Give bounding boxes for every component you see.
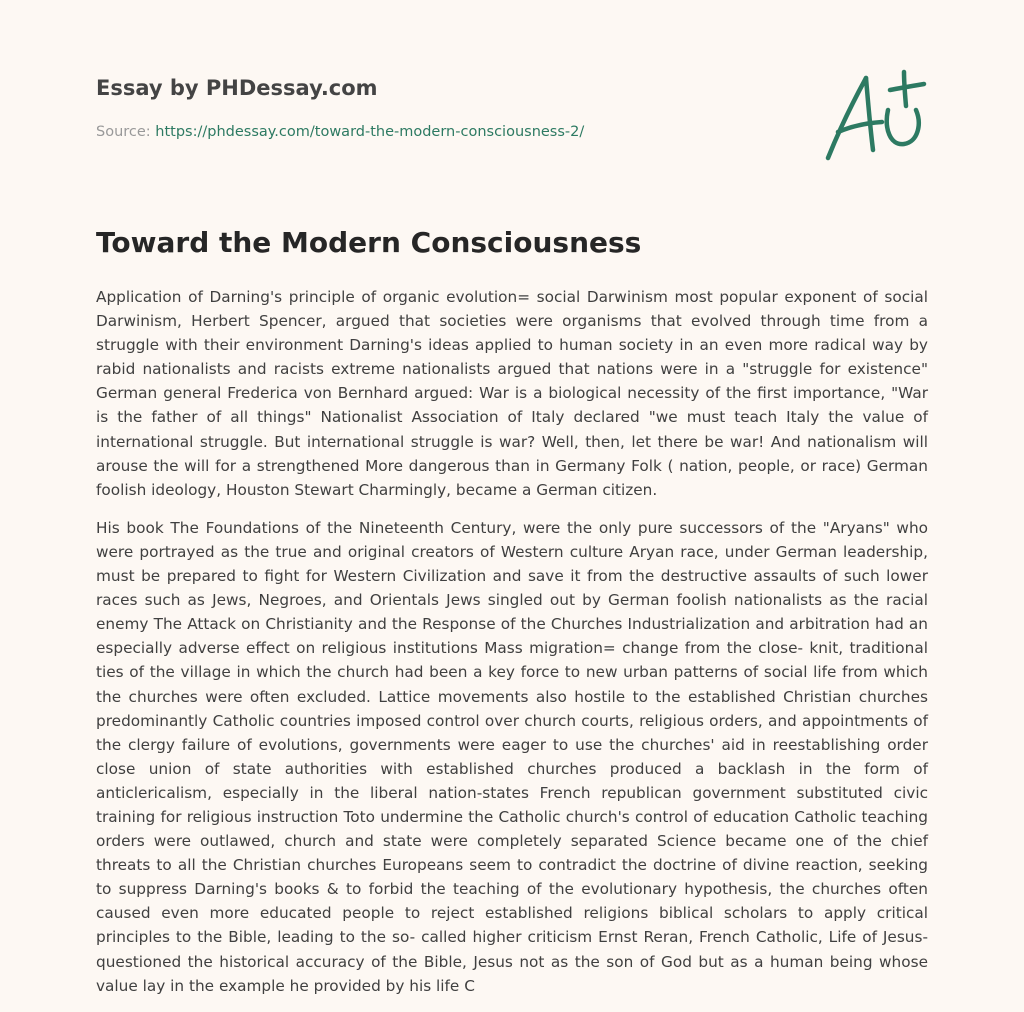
essay-body [96, 285, 928, 1012]
source-line [96, 124, 584, 140]
essay-paragraph: Application of Darning's principle of organic evolution= social Darwinism most popular exponent of social Darwinism, Herbert Spencer, argued that societies were organisms that evolved through time from a struggle with their environment Darning's ideas applied to human society in an even more radical way by rabid nationalists and racists extreme nationalists argued that nations were in a "struggle for existence" German general Frederica von Bernhard argued: War is a biological necessity of the first importance, "War is the father of all things" Nationalist Association of Italy declared "we must teach Italy the value of international struggle. But international struggle is war? Well, then, let there be war! And nationalism will arouse the will for a strengthened More dangerous than in Germany Folk ( nation, people, or race) German foolish ideology, Houston Stewart Charmingly, became a German citizen. [96, 288, 928, 499]
source-label: Source: [96, 124, 156, 140]
essay-paragraph: His book The Foundations of the Nineteenth Century, were the only pure successors of the "Aryans" who were portrayed as the true and original creators of Western culture Aryan race, under German leadership, must be prepared to fight for Western Civilization and save it from the destructive assaults of such lower races such as Jews, Negroes, and Orientals Jews singled out by German foolish nationalists as the racial enemy The Attack on Christianity and the Response of the Churches Industrialization and arbitration had an especially adverse effect on religious institutions Mass migration= change from the close- knit, traditional ties of the village in which the church had been a key force to new urban patterns of social life from which the churches were often excluded. Lattice movements also hostile to the established Christian churches predominantly Catholic countries imposed control over church courts, religious orders, and appointments of the clergy failure of evolutions, governments were eager to use the churches' aid in reestablishing order close union of state authorities with established churches produced a backlash in the form of anticlericalism, especially in the liberal nation-states French republican government substituted civic training for religious instruction Toto undermine the Catholic church's control of education Catholic teaching orders were outlawed, church and state were completely separated Science became one of the chief threats to all the Christian churches Europeans seem to contradict the doctrine of divine reaction, seeking to suppress Darning's books & to forbid the teaching of the evolutionary hypothesis, the churches often caused even more educated people to reject established religions biblical scholars to apply critical principles to the Bible, leading to the so- called higher criticism Ernst Reran, French Catholic, Life of Jesus- questioned the historical accuracy of the Bible, Jesus not as the son of God but as a human being whose value lay in the example he provided by his life C [96, 518, 928, 995]
essay-title: Toward the Modern Consciousness [96, 226, 642, 259]
site-brand: Essay by PHDessay.com [96, 76, 378, 100]
a-plus-logo-icon [820, 66, 930, 166]
source-link[interactable]: https://phdessay.com/toward-the-modern-consciousness-2/ [155, 124, 585, 140]
